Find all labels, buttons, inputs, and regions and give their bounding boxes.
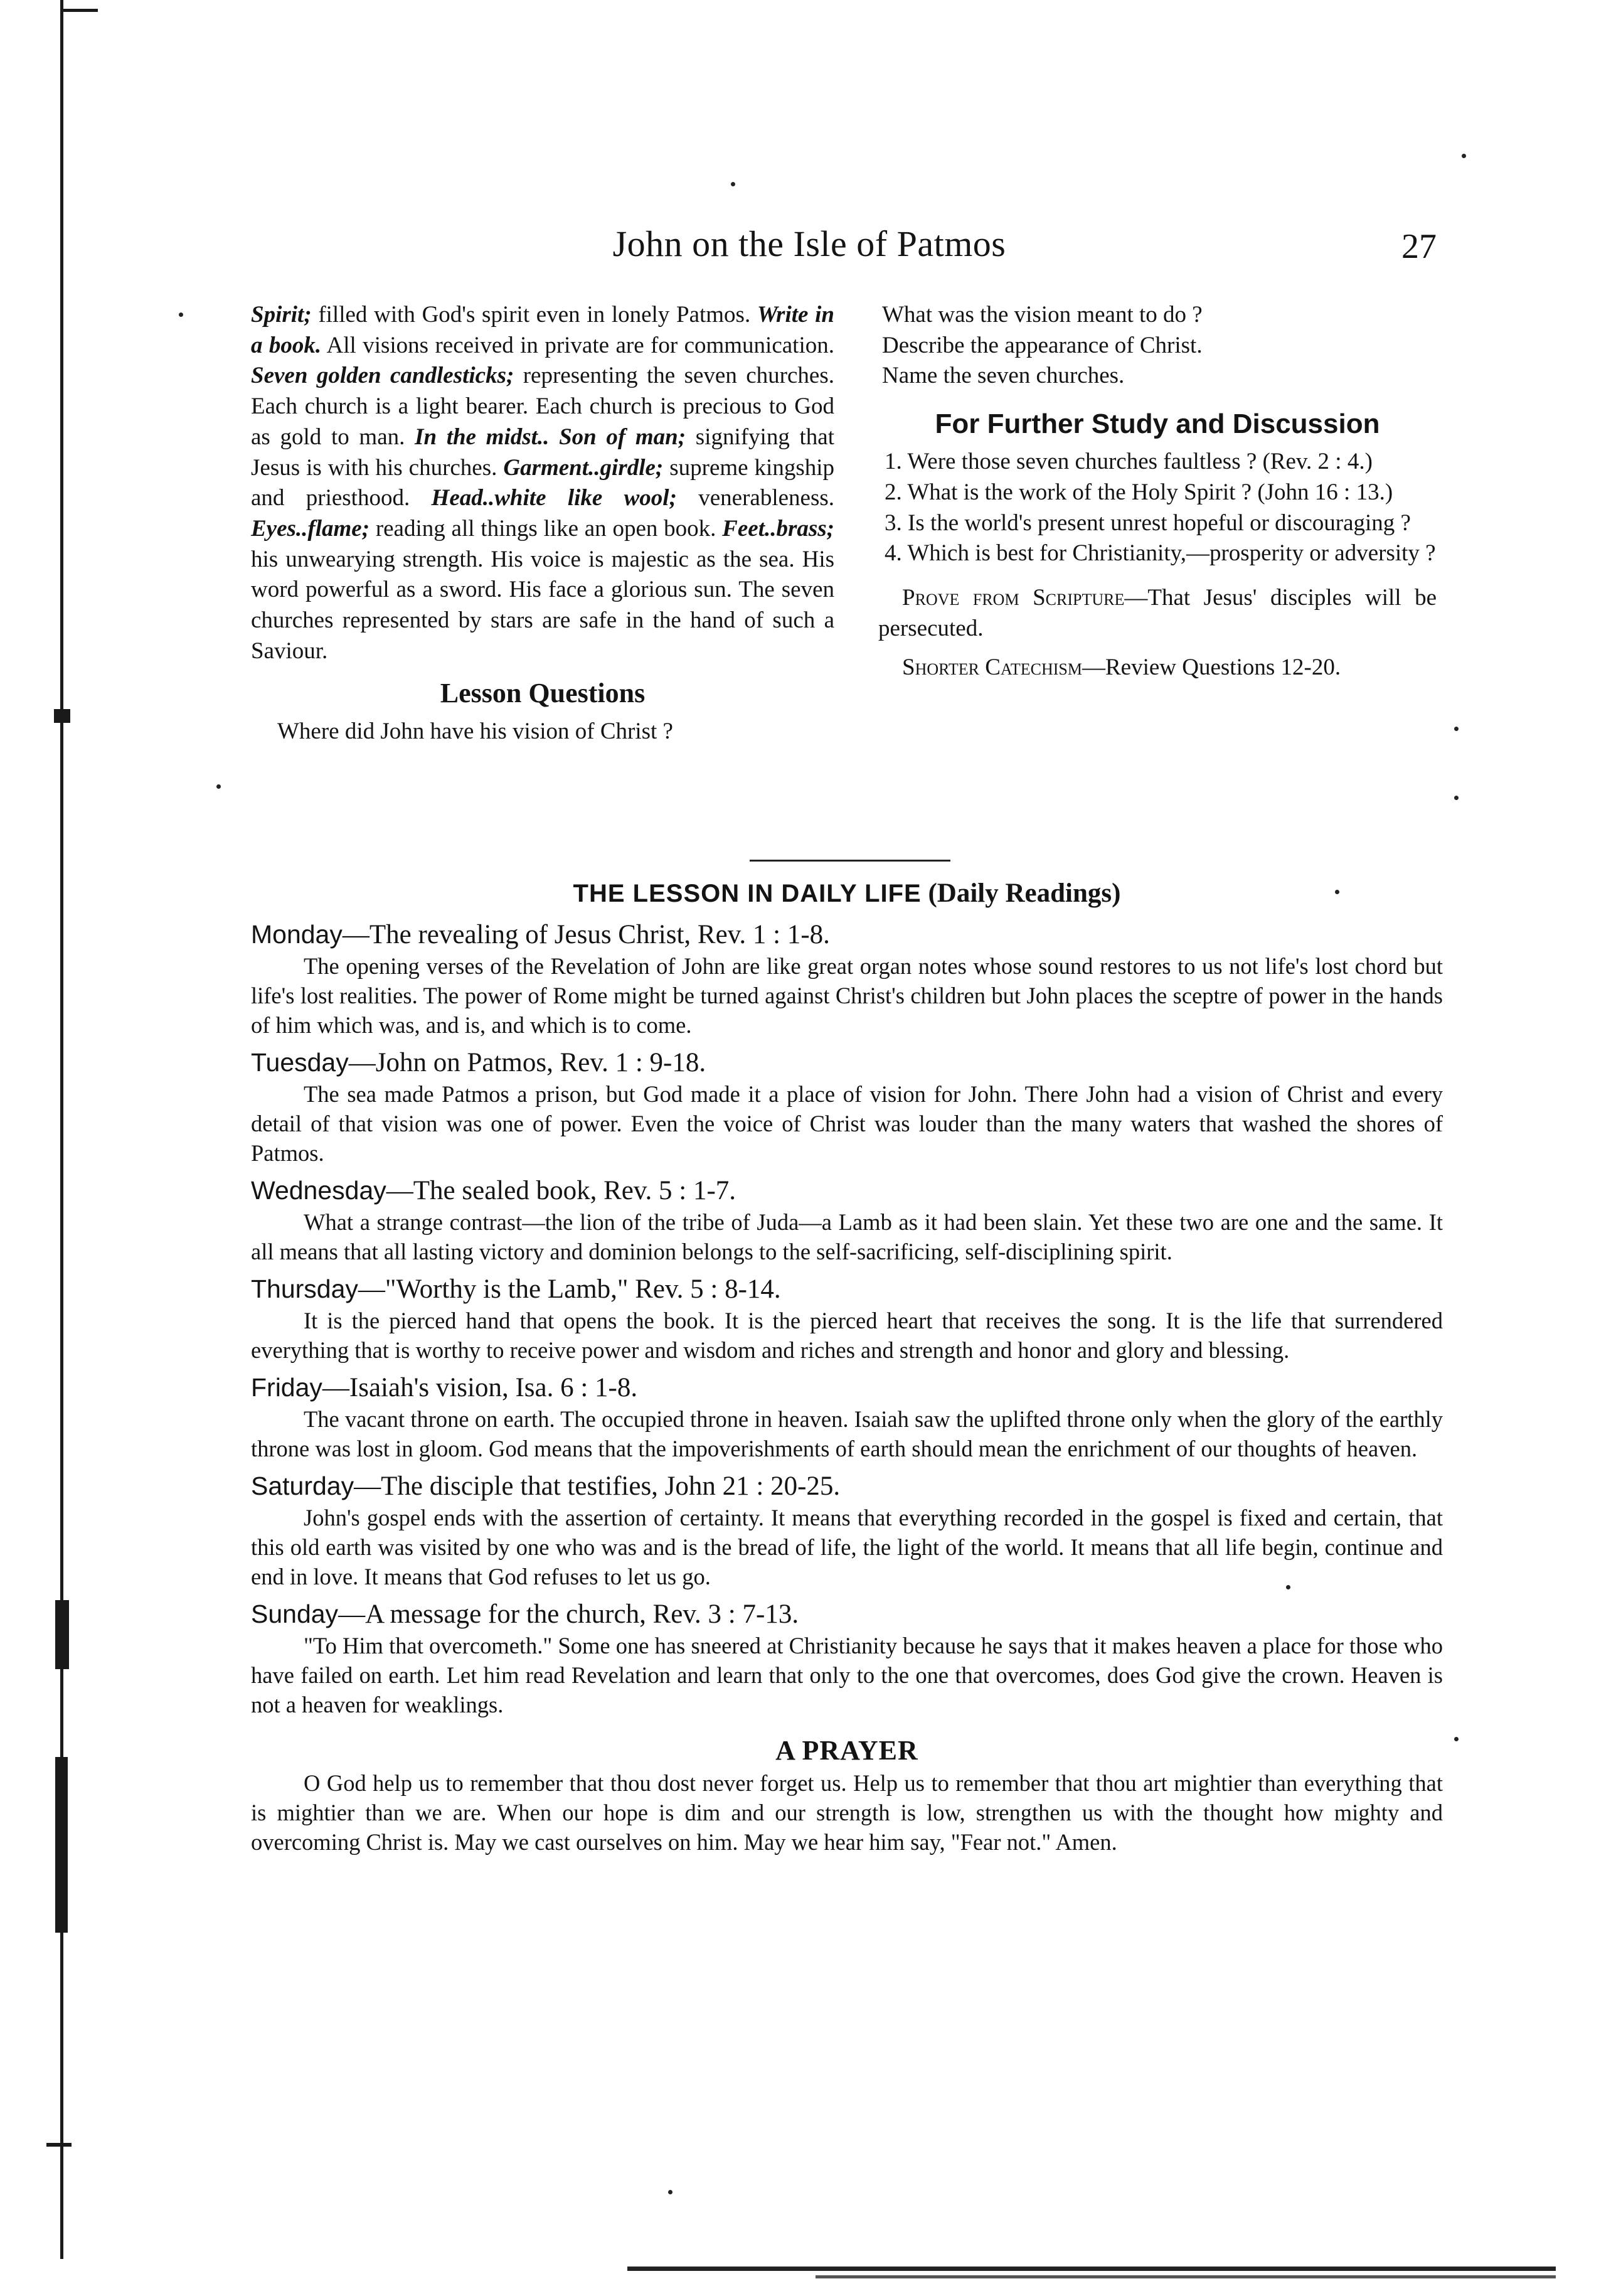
daily-reading-wednesday bbox=[251, 1174, 1443, 1266]
binding-mark bbox=[55, 1600, 69, 1669]
right-column bbox=[878, 300, 1437, 683]
prove-from-scripture bbox=[878, 583, 1437, 644]
note-text: filled with God's spirit even in lonely Patmos. bbox=[311, 302, 757, 328]
reading-title bbox=[251, 1598, 1443, 1631]
readings-list bbox=[251, 918, 1443, 1719]
reading-text: The vacant throne on earth. The occupied throne in heaven. Isaiah saw the uplifted throne only when the glory of the earthly throne was lost in gloom. God means that the impoverishments of earth should mean the enrichment of our thoughts of heaven. bbox=[251, 1406, 1443, 1461]
prayer-text: O God help us to remember that thou dost never forget us. Help us to remember that thou art mightier than everything that is mightier than we are. When our hope is dim and our strength is low, strengthen us with the thought how mighty and overcoming Christ is. May we cast ourselves on him. May we hear him say, "Fear not." Amen. bbox=[251, 1770, 1443, 1855]
daily-readings-heading bbox=[251, 875, 1443, 912]
lesson-question: What was the vision meant to do ? bbox=[882, 302, 1203, 328]
reading-reference: —"Worthy is the Lamb," Rev. 5 : 8-14. bbox=[358, 1274, 781, 1304]
note-text: signifying that Jesus is with his churches. bbox=[251, 424, 834, 481]
lesson-question: Name the seven churches. bbox=[882, 363, 1125, 389]
reading-title bbox=[251, 918, 1443, 951]
catechism-text: —Review Questions 12-20. bbox=[1082, 654, 1341, 681]
reading-title bbox=[251, 1273, 1443, 1306]
binding-mark bbox=[54, 709, 70, 723]
note-text: venerableness. bbox=[676, 485, 835, 511]
scan-speck bbox=[179, 312, 183, 317]
reading-reference: —The revealing of Jesus Christ, Rev. 1 : 1-8. bbox=[342, 920, 830, 949]
daily-reading-tuesday bbox=[251, 1046, 1443, 1168]
shorter-catechism bbox=[878, 653, 1437, 683]
reading-text: John's gospel ends with the assertion of certainty. It means that everything recorded in the gospel is fixed and certain, that this old earth was visited by one who was and is the bread of life, the light of the world. It means that all life begin, continue and end in love. It means that God refuses to let us go. bbox=[251, 1505, 1443, 1589]
catechism-label: Shorter Catechism bbox=[902, 654, 1082, 681]
left-column bbox=[251, 300, 834, 747]
scan-speck bbox=[216, 784, 221, 789]
note-term: Garment..girdle; bbox=[503, 454, 664, 481]
note-text: reading all things like an open book. bbox=[369, 515, 723, 542]
bottom-rule bbox=[627, 2267, 1556, 2271]
note-term: Eyes..flame; bbox=[251, 515, 370, 542]
reading-reference: —John on Patmos, Rev. 1 : 9-18. bbox=[348, 1048, 706, 1077]
reading-day: Wednesday bbox=[251, 1176, 386, 1205]
study-question: 3. Is the world's present unrest hopeful or discouraging ? bbox=[885, 510, 1411, 536]
scan-speck bbox=[668, 2190, 672, 2194]
note-term: Feet..brass; bbox=[722, 515, 834, 542]
scan-speck bbox=[731, 182, 735, 186]
scan-speck bbox=[1462, 154, 1466, 158]
reading-text: It is the pierced hand that opens the book. It is the pierced heart that receives the song. It is the life that surrendered everything that is worthy to receive power and wisdom and riches and strength and honor and glory and blessing. bbox=[251, 1308, 1443, 1363]
further-study-heading: For Further Study and Discussion bbox=[935, 408, 1380, 440]
reading-day: Saturday bbox=[251, 1471, 354, 1500]
reading-title bbox=[251, 1470, 1443, 1503]
note-text: supreme kingship and priesthood. bbox=[251, 454, 834, 511]
note-text: his unwearying strength. His voice is majestic as the sea. His word powerful as a sword. His face a glorious sun. The seven churches represented by stars are safe in the hand of such a Saviour. bbox=[251, 546, 834, 664]
note-term: Spirit; bbox=[251, 302, 312, 328]
daily-reading-monday bbox=[251, 918, 1443, 1040]
page-header bbox=[245, 223, 1443, 273]
scan-speck bbox=[1454, 727, 1459, 731]
binding-mark bbox=[60, 9, 98, 12]
reading-day: Tuesday bbox=[251, 1048, 349, 1077]
reading-day: Thursday bbox=[251, 1274, 358, 1303]
daily-reading-sunday bbox=[251, 1598, 1443, 1719]
scan-speck bbox=[1454, 1737, 1459, 1741]
reading-reference: —A message for the church, Rev. 3 : 7-13. bbox=[338, 1599, 799, 1629]
reading-title bbox=[251, 1371, 1443, 1404]
reading-reference: —The disciple that testifies, John 21 : 20-25. bbox=[354, 1471, 841, 1501]
lesson-question: Where did John have his vision of Christ ? bbox=[277, 718, 673, 745]
reading-day: Sunday bbox=[251, 1599, 339, 1628]
lesson-notes bbox=[251, 300, 834, 666]
prove-text: —That Jesus' disciples will be persecuted. bbox=[878, 584, 1437, 641]
daily-reading-saturday bbox=[251, 1470, 1443, 1591]
reading-title bbox=[251, 1046, 1443, 1079]
binding-mark bbox=[46, 2143, 72, 2147]
prove-label: Prove from Scripture bbox=[902, 584, 1125, 611]
note-term: Head..white like wool; bbox=[431, 485, 677, 511]
lesson-questions-heading: Lesson Questions bbox=[440, 678, 646, 709]
study-question: 1. Were those seven churches faultless ? (Rev. 2 : 4.) bbox=[885, 449, 1373, 475]
daily-heading-caps: THE LESSON IN DAILY LIFE bbox=[573, 880, 922, 907]
reading-reference: —Isaiah's vision, Isa. 6 : 1-8. bbox=[322, 1373, 638, 1402]
scan-speck bbox=[1454, 796, 1459, 800]
daily-reading-friday bbox=[251, 1371, 1443, 1463]
study-question: 2. What is the work of the Holy Spirit ? (John 16 : 13.) bbox=[885, 479, 1393, 505]
daily-heading-rest: (Daily Readings) bbox=[921, 878, 1121, 908]
binding-mark bbox=[55, 1757, 68, 1933]
lesson-question: Describe the appearance of Christ. bbox=[882, 332, 1203, 358]
note-term: Write in a book. bbox=[251, 302, 834, 358]
study-question: 4. Which is best for Christianity,—prosperity or adversity ? bbox=[885, 540, 1436, 567]
section-divider bbox=[750, 860, 950, 862]
prayer-heading: A PRAYER bbox=[775, 1735, 918, 1766]
running-title: John on the Isle of Patmos bbox=[612, 223, 1006, 264]
reading-reference: —The sealed book, Rev. 5 : 1-7. bbox=[386, 1176, 736, 1205]
daily-reading-thursday bbox=[251, 1273, 1443, 1365]
page-number: 27 bbox=[1401, 227, 1437, 266]
note-text: All visions received in private are for communication. bbox=[321, 332, 834, 358]
daily-readings-section bbox=[251, 875, 1443, 1857]
note-text: representing the seven churches. Each church is a light bearer. Each church is precious to God as gold to man. bbox=[251, 363, 834, 450]
bottom-rule bbox=[816, 2275, 1556, 2278]
reading-text: The opening verses of the Revelation of John are like great organ notes whose sound restores to us not life's lost chord but life's lost realities. The power of Rome might be turned against Christ's children but John places the sceptre of power in the hands of him which was, and is, and which is to come. bbox=[251, 953, 1443, 1038]
reading-text: "To Him that overcometh." Some one has sneered at Christianity because he says that it makes heaven a place for those who have failed on earth. Let him read Revelation and learn that only to the one that overcomes, does God give the crown. Heaven is not a heaven for weaklings. bbox=[251, 1633, 1443, 1717]
reading-day: Monday bbox=[251, 920, 343, 949]
reading-title bbox=[251, 1174, 1443, 1207]
note-term: In the midst.. Son of man; bbox=[415, 424, 686, 450]
reading-day: Friday bbox=[251, 1373, 322, 1402]
note-term: Seven golden candlesticks; bbox=[251, 363, 514, 389]
reading-text: What a strange contrast—the lion of the tribe of Juda—a Lamb as it had been slain. Yet these two are one and the same. It all means that all lasting victory and dominion belongs to the self-sacrificing, self-disciplining spirit. bbox=[251, 1209, 1443, 1264]
reading-text: The sea made Patmos a prison, but God made it a place of vision for John. There John had a vision of Christ and every detail of that vision was one of power. Even the voice of Christ was louder than the many waters that washed the shores of Patmos. bbox=[251, 1081, 1443, 1166]
